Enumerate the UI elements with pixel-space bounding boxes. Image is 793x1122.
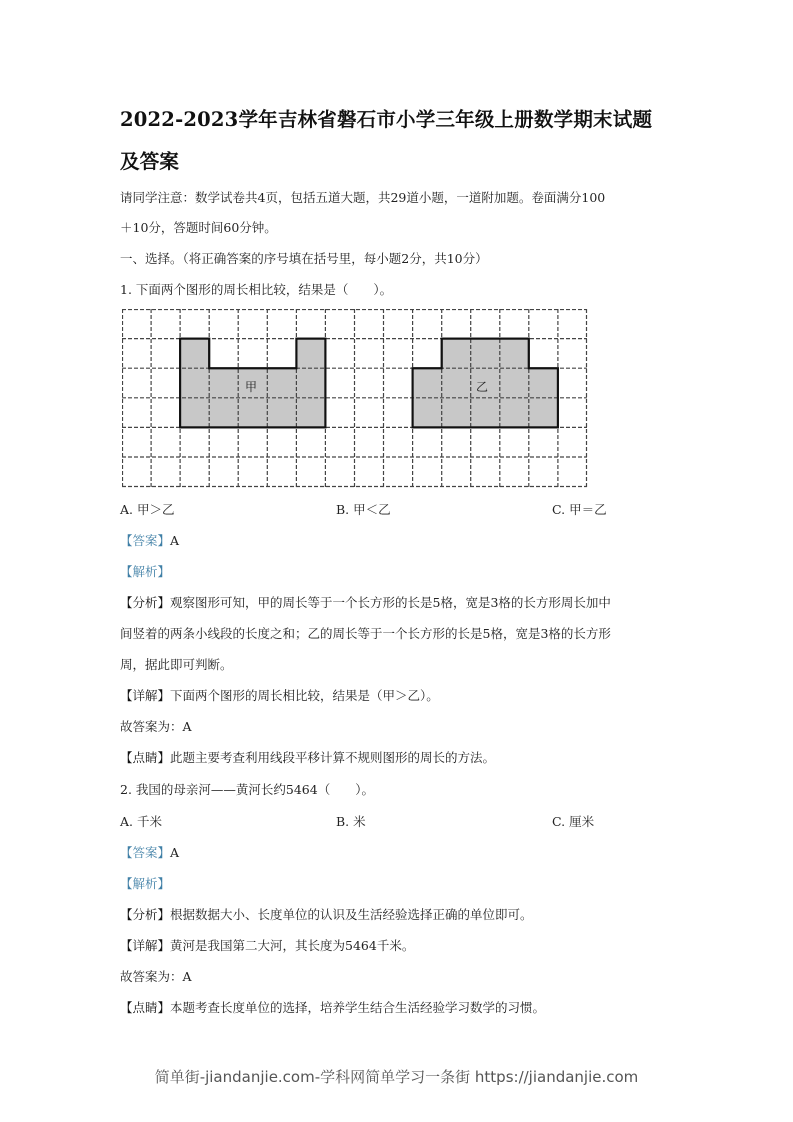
q1-option-c: C. 甲＝乙	[552, 502, 607, 517]
q2-analysis-heading	[120, 874, 170, 892]
question1-stem: 1. 下面两个图形的周长相比较，结果是（ ）。	[120, 282, 393, 297]
section1-heading: 一、选择。（将正确答案的序号填在括号里，每小题2分，共10分）	[120, 251, 488, 266]
answer-tag: 【答案】	[120, 845, 171, 860]
fenxi-tag: 【分析】	[120, 907, 171, 922]
q1-xiangjie	[120, 686, 439, 704]
q2-xiangjie	[120, 936, 414, 954]
q1-option-a: A. 甲＞乙	[120, 502, 175, 517]
xiangjie-text: 下面两个图形的周长相比较，结果是（甲＞乙）。	[170, 688, 439, 703]
answer-value: A	[170, 845, 180, 860]
analysis-tag: 【解析】	[120, 564, 171, 579]
footer-watermark: 简单街-jiandanjie.com-学科网简单学习一条街 https://jiandanjie.com	[154, 1068, 639, 1086]
dianjing-tag: 【点睛】	[120, 750, 171, 765]
shape-yi-label: 乙	[476, 380, 489, 394]
answer-tag: 【答案】	[120, 533, 171, 548]
answer-value: A	[170, 533, 180, 548]
perimeter-grid-figure	[122, 309, 590, 493]
q1-analysis-heading	[120, 562, 170, 580]
q1-fenxi-line2: 间竖着的两条小线段的长度之和；乙的周长等于一个长方形的长是5格，宽是3格的长方形	[120, 626, 611, 641]
q2-fenxi	[120, 905, 533, 923]
fenxi-tag: 【分析】	[120, 595, 171, 610]
q1-fenxi-line1	[120, 593, 611, 611]
q1-option-b: B. 甲＜乙	[336, 502, 391, 517]
dianjing-text: 此题主要考查利用线段平移计算不规则图形的周长的方法。	[170, 750, 496, 765]
notice-line1: 请同学注意：数学试卷共4页，包括五道大题，共29道小题，一道附加题。卷面满分100	[120, 190, 606, 205]
fenxi-text: 根据数据大小、长度单位的认识及生活经验选择正确的单位即可。	[170, 907, 533, 922]
q1-fenxi-line3: 周，据此即可判断。	[120, 657, 233, 672]
q2-dianjing	[120, 998, 545, 1016]
dianjing-text: 本题考查长度单位的选择，培养学生结合生活经验学习数学的习惯。	[170, 1000, 546, 1015]
dianjing-tag: 【点睛】	[120, 1000, 171, 1015]
shape-jia-label: 甲	[245, 380, 258, 394]
q1-conclusion: 故答案为：A	[120, 719, 192, 734]
page-title-line2: 及答案	[120, 150, 180, 173]
notice-line2: ＋10分，答题时间60分钟。	[120, 220, 277, 235]
question2-stem: 2. 我国的母亲河——黄河长约5464（ ）。	[120, 782, 374, 797]
xiangjie-text: 黄河是我国第二大河，其长度为5464千米。	[170, 938, 415, 953]
q2-conclusion: 故答案为：A	[120, 969, 192, 984]
q2-option-c: C. 厘米	[552, 814, 595, 829]
q1-answer	[120, 531, 179, 549]
xiangjie-tag: 【详解】	[120, 688, 171, 703]
xiangjie-tag: 【详解】	[120, 938, 171, 953]
q2-option-a: A. 千米	[120, 814, 162, 829]
q2-answer	[120, 843, 179, 861]
page-title-line1: 2022-2023学年吉林省磐石市小学三年级上册数学期末试题	[120, 108, 653, 131]
analysis-tag: 【解析】	[120, 876, 171, 891]
fenxi-text: 观察图形可知，甲的周长等于一个长方形的长是5格，宽是3格的长方形周长加中	[170, 595, 611, 610]
q2-option-b: B. 米	[336, 814, 366, 829]
q1-dianjing	[120, 748, 495, 766]
